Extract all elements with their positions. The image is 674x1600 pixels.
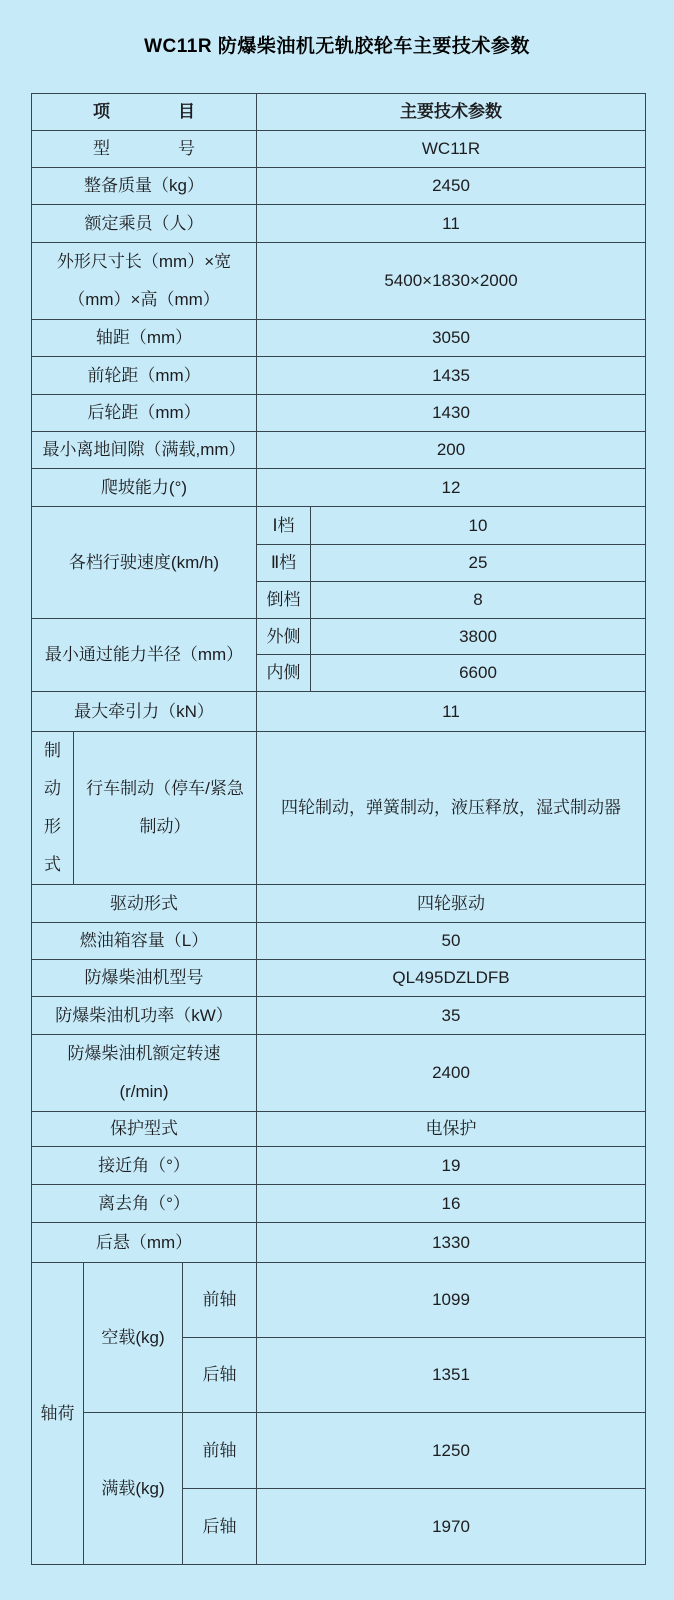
radius-inner-value: 6600 (311, 655, 646, 692)
table-row (32, 320, 646, 357)
axle-load-empty-label: 空载(kg) (84, 1263, 183, 1413)
row-label-passengers: 额定乘员（人） (32, 205, 257, 243)
table-row (32, 168, 646, 205)
row-value-dimensions: 5400×1830×2000 (257, 243, 646, 320)
brake-type-label-line1: 行车制动（停车/紧急 (86, 779, 244, 798)
axle-load-group-label: 轴荷 (32, 1263, 84, 1565)
table-row (32, 243, 646, 320)
row-label-traction: 最大牵引力（kN） (32, 692, 257, 732)
brake-category-char-1: 制 (44, 741, 61, 760)
row-label-dimensions (32, 243, 257, 320)
page-title: WC11R 防爆柴油机无轨胶轮车主要技术参数 (144, 36, 530, 57)
axle-load-full-label: 满载(kg) (84, 1413, 183, 1565)
row-value-traction: 11 (257, 692, 646, 732)
row-value-front-track: 1435 (257, 357, 646, 395)
table-row (32, 357, 646, 395)
row-value-model: WC11R (257, 131, 646, 168)
table-row (32, 1035, 646, 1112)
row-label-protection: 保护型式 (32, 1112, 257, 1147)
table-row (32, 1413, 646, 1489)
row-label-ground-clearance: 最小离地间隙（满载,mm） (32, 432, 257, 469)
table-row (32, 732, 646, 885)
row-label-rear-overhang: 后悬（mm） (32, 1223, 257, 1263)
axle-load-empty-front-label: 前轴 (183, 1263, 257, 1338)
row-value-departure-angle: 16 (257, 1185, 646, 1223)
row-label-departure-angle: 离去角（°） (32, 1185, 257, 1223)
column-header-item: 项 目 (32, 94, 257, 131)
axle-load-full-front-label: 前轴 (183, 1413, 257, 1489)
row-value-passengers: 11 (257, 205, 646, 243)
table-row (32, 507, 646, 545)
axle-load-empty-rear-label: 后轴 (183, 1338, 257, 1413)
axle-load-full-front-value: 1250 (257, 1413, 646, 1489)
column-header-value: 主要技术参数 (257, 94, 646, 131)
table-row (32, 1223, 646, 1263)
row-label-fuel-tank: 燃油箱容量（L） (32, 923, 257, 960)
row-label-engine-speed (32, 1035, 257, 1112)
row-label-approach-angle: 接近角（°） (32, 1147, 257, 1185)
table-row (32, 469, 646, 507)
radius-outer-label: 外侧 (257, 619, 311, 655)
table-row (32, 1185, 646, 1223)
row-value-gradeability: 12 (257, 469, 646, 507)
radius-inner-label: 内侧 (257, 655, 311, 692)
table-row (32, 205, 646, 243)
row-label-model: 型 号 (32, 131, 257, 168)
brake-category-char-4: 式 (44, 855, 61, 874)
row-value-ground-clearance: 200 (257, 432, 646, 469)
axle-load-full-rear-label: 后轴 (183, 1489, 257, 1565)
table-row (32, 395, 646, 432)
row-value-engine-model: QL495DZLDFB (257, 960, 646, 997)
brake-category-char-3: 形 (44, 817, 61, 836)
table-row (32, 885, 646, 923)
radius-outer-value: 3800 (311, 619, 646, 655)
row-value-rear-track: 1430 (257, 395, 646, 432)
row-value-engine-speed: 2400 (257, 1035, 646, 1112)
row-label-speed-group: 各档行驶速度(km/h) (32, 507, 257, 619)
brake-category-char-2: 动 (44, 779, 61, 798)
table-row (32, 1263, 646, 1338)
brake-type-value: 四轮制动，弹簧制动，液压释放，湿式制动器 (257, 732, 646, 885)
row-label-gradeability: 爬坡能力(°) (32, 469, 257, 507)
table-row (32, 692, 646, 732)
row-label-drive: 驱动形式 (32, 885, 257, 923)
row-label-engine-model: 防爆柴油机型号 (32, 960, 257, 997)
row-value-protection: 电保护 (257, 1112, 646, 1147)
axle-load-empty-rear-value: 1351 (257, 1338, 646, 1413)
axle-load-empty-front-value: 1099 (257, 1263, 646, 1338)
row-label-front-track: 前轮距（mm） (32, 357, 257, 395)
row-value-fuel-tank: 50 (257, 923, 646, 960)
row-label-dimensions-line1: 外形尺寸长（mm）×宽 (56, 252, 232, 271)
speed-gear-2-label: Ⅱ档 (257, 545, 311, 582)
speed-gear-1-label: Ⅰ档 (257, 507, 311, 545)
brake-type-label-line2: 制动） (139, 817, 191, 836)
row-label-radius-group: 最小通过能力半径（mm） (32, 619, 257, 692)
row-label-engine-speed-line1: 防爆柴油机额定转速 (67, 1044, 221, 1063)
speed-gear-2-value: 25 (311, 545, 646, 582)
table-row (32, 619, 646, 655)
table-row (32, 1112, 646, 1147)
row-value-wheelbase: 3050 (257, 320, 646, 357)
table-row (32, 960, 646, 997)
table-row (32, 94, 646, 131)
row-label-curb-weight: 整备质量（kg） (32, 168, 257, 205)
row-label-wheelbase: 轴距（mm） (32, 320, 257, 357)
row-label-engine-speed-line2: (r/min) (119, 1082, 169, 1101)
brake-type-label (74, 732, 257, 885)
row-value-rear-overhang: 1330 (257, 1223, 646, 1263)
row-label-rear-track: 后轮距（mm） (32, 395, 257, 432)
row-value-approach-angle: 19 (257, 1147, 646, 1185)
row-value-curb-weight: 2450 (257, 168, 646, 205)
row-value-engine-power: 35 (257, 997, 646, 1035)
row-value-drive: 四轮驱动 (257, 885, 646, 923)
table-row (32, 131, 646, 168)
speed-gear-reverse-value: 8 (311, 582, 646, 619)
brake-category-label (32, 732, 74, 885)
axle-load-full-rear-value: 1970 (257, 1489, 646, 1565)
row-label-engine-power: 防爆柴油机功率（kW） (32, 997, 257, 1035)
speed-gear-1-value: 10 (311, 507, 646, 545)
table-row (32, 432, 646, 469)
spec-table (31, 93, 646, 1565)
row-label-dimensions-line2: （mm）×高（mm） (68, 290, 220, 309)
table-row (32, 997, 646, 1035)
speed-gear-reverse-label: 倒档 (257, 582, 311, 619)
table-row (32, 1147, 646, 1185)
table-row (32, 923, 646, 960)
